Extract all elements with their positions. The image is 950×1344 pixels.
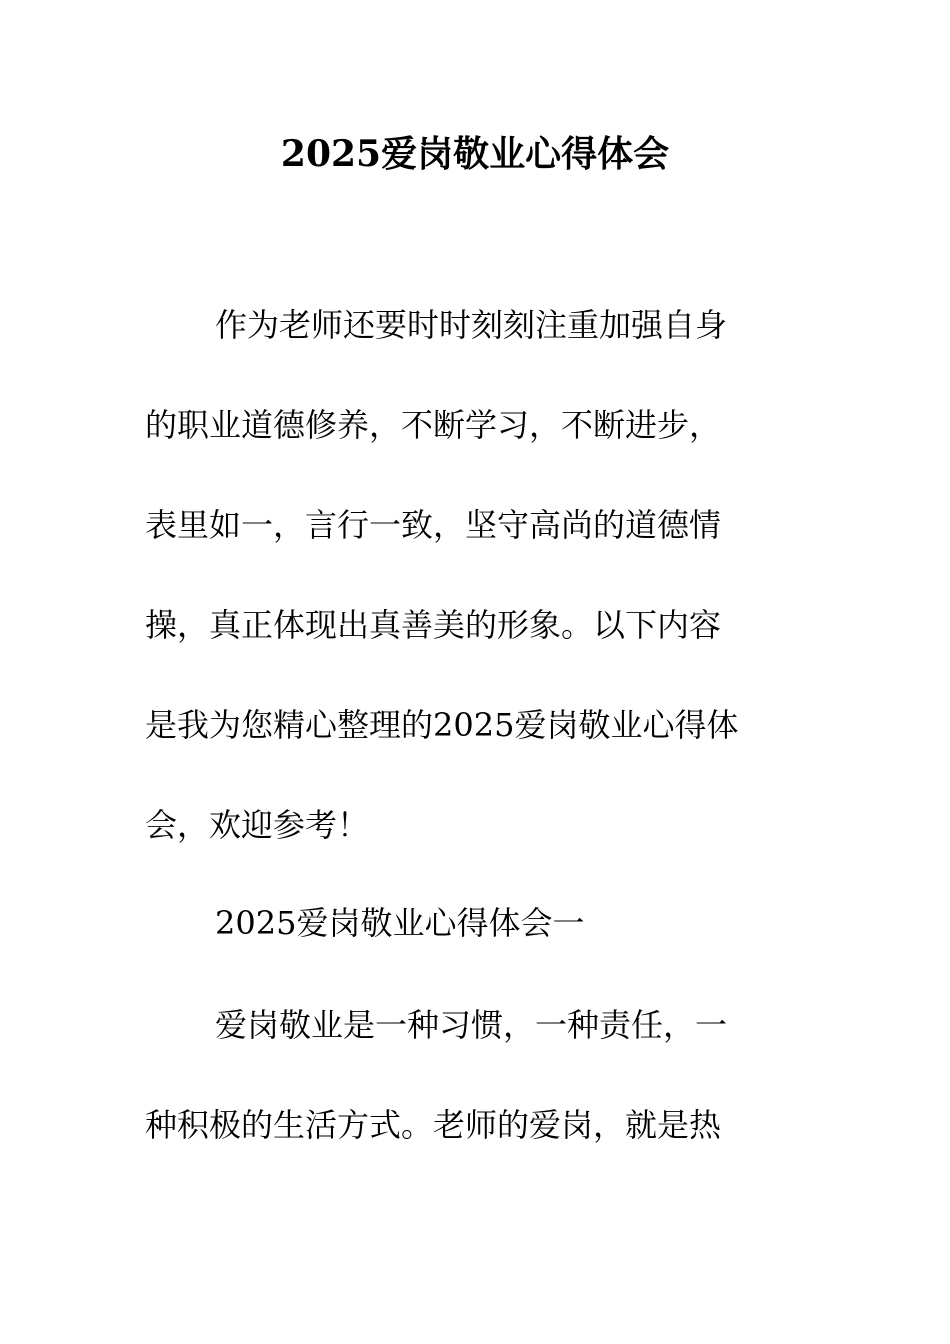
- paragraph-line: 爱岗敬业是一种习惯，一种责任，一: [215, 1006, 728, 1044]
- paragraph-line: 表里如一，言行一致，坚守高尚的道德情: [145, 506, 722, 544]
- section-heading: 2025爱岗敬业心得体会一: [215, 904, 585, 942]
- paragraph-line: 种积极的生活方式。老师的爱岗，就是热: [145, 1106, 722, 1144]
- paragraph-line: 操，真正体现出真善美的形象。以下内容: [145, 606, 722, 644]
- paragraph-line: 的职业道德修养，不断学习，不断进步，: [145, 406, 722, 444]
- document-title: 2025爱岗敬业心得体会: [280, 133, 670, 175]
- paragraph-line: 作为老师还要时时刻刻注重加强自身: [215, 306, 728, 344]
- paragraph-line: 是我为您精心整理的2025爱岗敬业心得体: [145, 706, 739, 744]
- paragraph-line: 会，欢迎参考！: [145, 806, 370, 844]
